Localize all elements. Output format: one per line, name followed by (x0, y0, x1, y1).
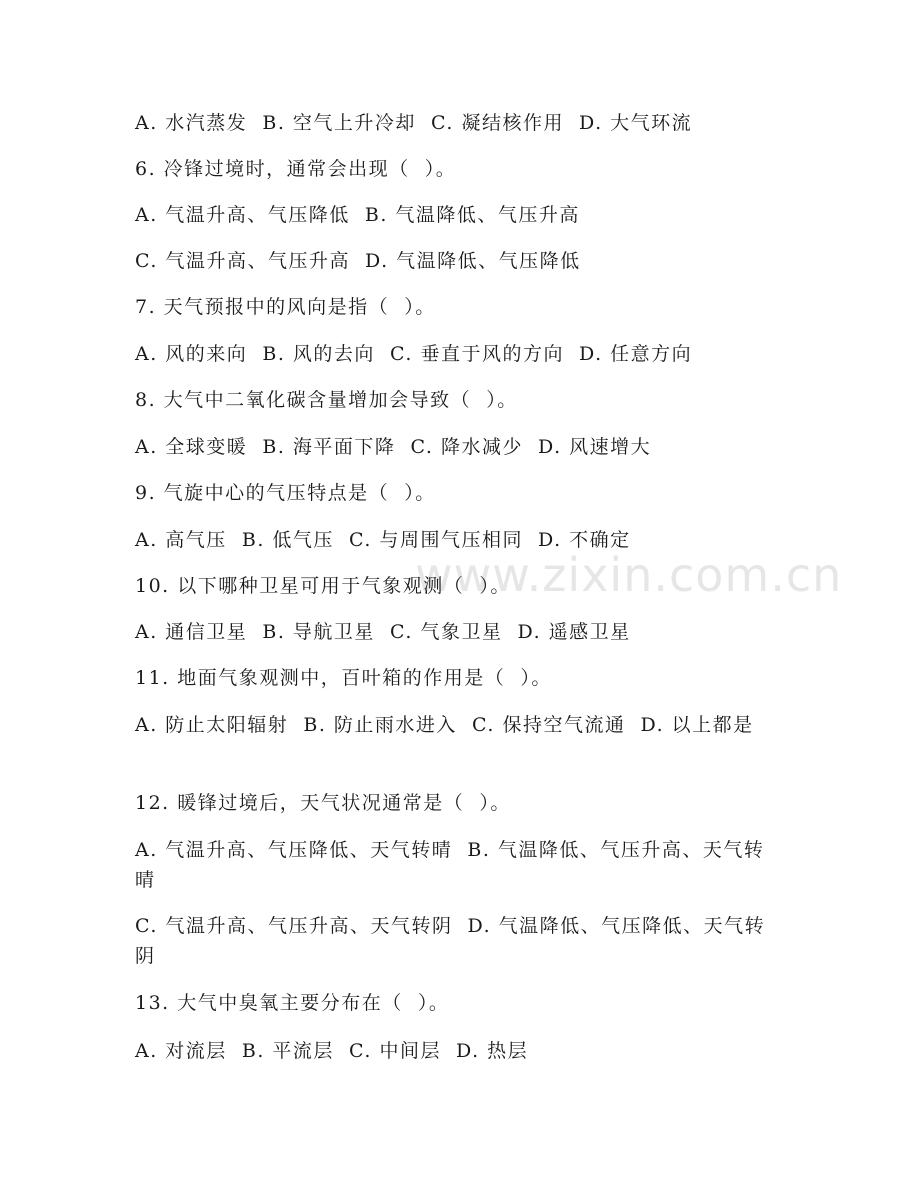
options-q5: A. 水汽蒸发 B. 空气上升冷却 C. 凝结核作用 D. 大气环流 (135, 112, 693, 134)
options-q6-line2: C. 气温升高、气压升高 D. 气温降低、气压降低 (135, 250, 581, 272)
question-10: 10. 以下哪种卫星可用于气象观测（ ）。 (135, 575, 511, 597)
options-q10: A. 通信卫星 B. 导航卫星 C. 气象卫星 D. 遥感卫星 (135, 621, 631, 643)
options-q6-line1: A. 气温升高、气压降低 B. 气温降低、气压升高 (135, 204, 580, 226)
options-q11: A. 防止太阳辐射 B. 防止雨水进入 C. 保持空气流通 D. 以上都是 (135, 714, 754, 736)
question-11: 11. 地面气象观测中，百叶箱的作用是（ ）。 (135, 667, 552, 689)
options-q12-line2: C. 气温升高、气压升高、天气转阴 D. 气温降低、气压降低、天气转阴 (135, 915, 766, 967)
question-6: 6. 冷锋过境时，通常会出现（ ）。 (135, 158, 457, 180)
question-12: 12. 暖锋过境后，天气状况通常是（ ）。 (135, 792, 511, 814)
watermark: www.zixin.com.cn (415, 548, 843, 602)
options-q12-line1: A. 气温升高、气压降低、天气转晴 B. 气温降低、气压升高、天气转晴 (135, 839, 765, 891)
options-q8: A. 全球变暖 B. 海平面下降 C. 降水减少 D. 风速增大 (135, 436, 652, 458)
question-7: 7. 天气预报中的风向是指（ ）。 (135, 296, 436, 318)
options-q9: A. 高气压 B. 低气压 C. 与周围气压相同 D. 不确定 (135, 529, 631, 551)
question-13: 13. 大气中臭氧主要分布在（ ）。 (135, 992, 450, 1014)
options-q13: A. 对流层 B. 平流层 C. 中间层 D. 热层 (135, 1040, 529, 1062)
question-9: 9. 气旋中心的气压特点是（ ）。 (135, 482, 436, 504)
options-q7: A. 风的来向 B. 风的去向 C. 垂直于风的方向 D. 任意方向 (135, 343, 693, 365)
question-8: 8. 大气中二氧化碳含量增加会导致（ ）。 (135, 389, 518, 411)
